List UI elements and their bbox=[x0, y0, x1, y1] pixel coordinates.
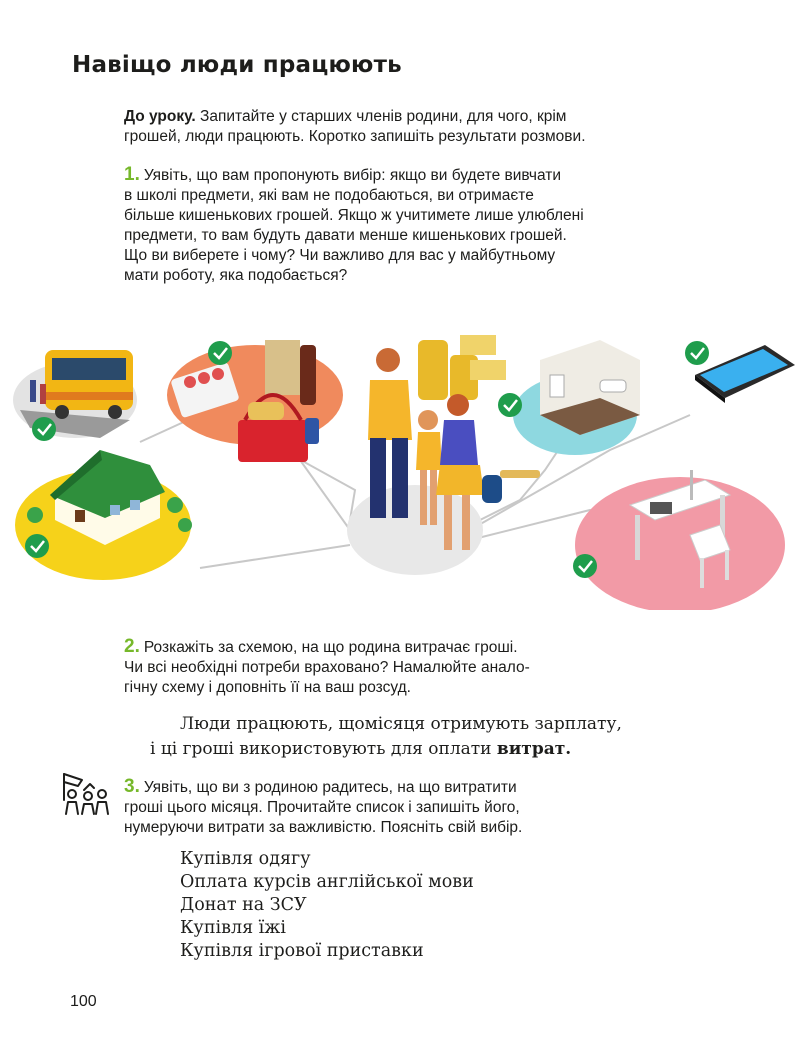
bus-scene bbox=[13, 350, 137, 438]
task-line: Чи всі необхідні потреби враховано? Намалюйте анало- bbox=[124, 659, 530, 676]
task-number: 2. bbox=[124, 636, 140, 657]
task-line: нумеруючи витрати за важливістю. Поясніть свій вибір. bbox=[124, 819, 523, 836]
quote-line: і ці гроші використовують для оплати bbox=[150, 739, 497, 759]
phone-scene bbox=[695, 345, 795, 403]
task-line: гічну схему і доповніть її на ваш розсуд. bbox=[124, 679, 411, 696]
task-2 bbox=[124, 637, 724, 698]
task-number: 3. bbox=[124, 776, 140, 797]
expense-item: Купівля одягу bbox=[180, 849, 311, 869]
task-3 bbox=[124, 777, 724, 838]
house-scene bbox=[15, 450, 192, 580]
rule-quote bbox=[150, 712, 710, 762]
expense-item: Купівля ігрової приставки bbox=[180, 941, 424, 961]
page-number: 100 bbox=[70, 993, 97, 1010]
check-icon bbox=[32, 417, 56, 441]
desk-scene bbox=[575, 470, 785, 610]
expense-item: Донат на ЗСУ bbox=[180, 895, 307, 915]
family-scene bbox=[347, 335, 540, 575]
expense-item: Купівля їжі bbox=[180, 918, 286, 938]
check-icon bbox=[573, 554, 597, 578]
task-1 bbox=[124, 165, 724, 286]
task-line: Уявіть, що вам пропонують вибір: якщо ви будете вивчати bbox=[143, 167, 562, 184]
task-line: предмети, то вам будуть давати менше кишенькових грошей. bbox=[124, 227, 567, 244]
check-icon bbox=[25, 534, 49, 558]
task-line: гроші цього місяця. Прочитайте список і запишіть його, bbox=[124, 799, 520, 816]
intro-paragraph bbox=[124, 107, 724, 147]
task-line: Розкажіть за схемою, на що родина витрачає гроші. bbox=[143, 639, 518, 656]
task-line: Уявіть, що ви з родиною радитесь, на що витратити bbox=[143, 779, 517, 796]
quote-line: Люди працюють, щомісяця отримують зарплату, bbox=[180, 714, 622, 734]
bathroom-scene bbox=[513, 340, 640, 455]
intro-line: Запитайте у старших членів родини, для чого, крім bbox=[200, 108, 567, 125]
task-line: більше кишенькових грошей. Якщо ж учитимете лише улюблені bbox=[124, 207, 584, 224]
intro-label: До уроку. bbox=[124, 108, 196, 125]
check-icon bbox=[685, 341, 709, 365]
task-line: Що ви виберете і чому? Чи важливо для вас у майбутньому bbox=[124, 247, 556, 264]
check-icon bbox=[498, 393, 522, 417]
check-icon bbox=[208, 341, 232, 365]
groceries-scene bbox=[167, 340, 343, 462]
task-line: мати роботу, яка подобається? bbox=[124, 267, 348, 284]
task-line: в школі предмети, які вам не подобаються, ви отримаєте bbox=[124, 187, 534, 204]
group-work-icon bbox=[58, 770, 112, 818]
spending-scheme-illustration bbox=[0, 320, 800, 610]
page-title: Навіщо люди працюють bbox=[72, 52, 402, 78]
intro-line: грошей, люди працюють. Коротко запишіть результати розмови. bbox=[124, 128, 586, 145]
expenses-list bbox=[180, 848, 474, 963]
task-number: 1. bbox=[124, 164, 140, 185]
expense-item: Оплата курсів англійської мови bbox=[180, 872, 474, 892]
quote-bold-term: витрат. bbox=[496, 739, 572, 759]
